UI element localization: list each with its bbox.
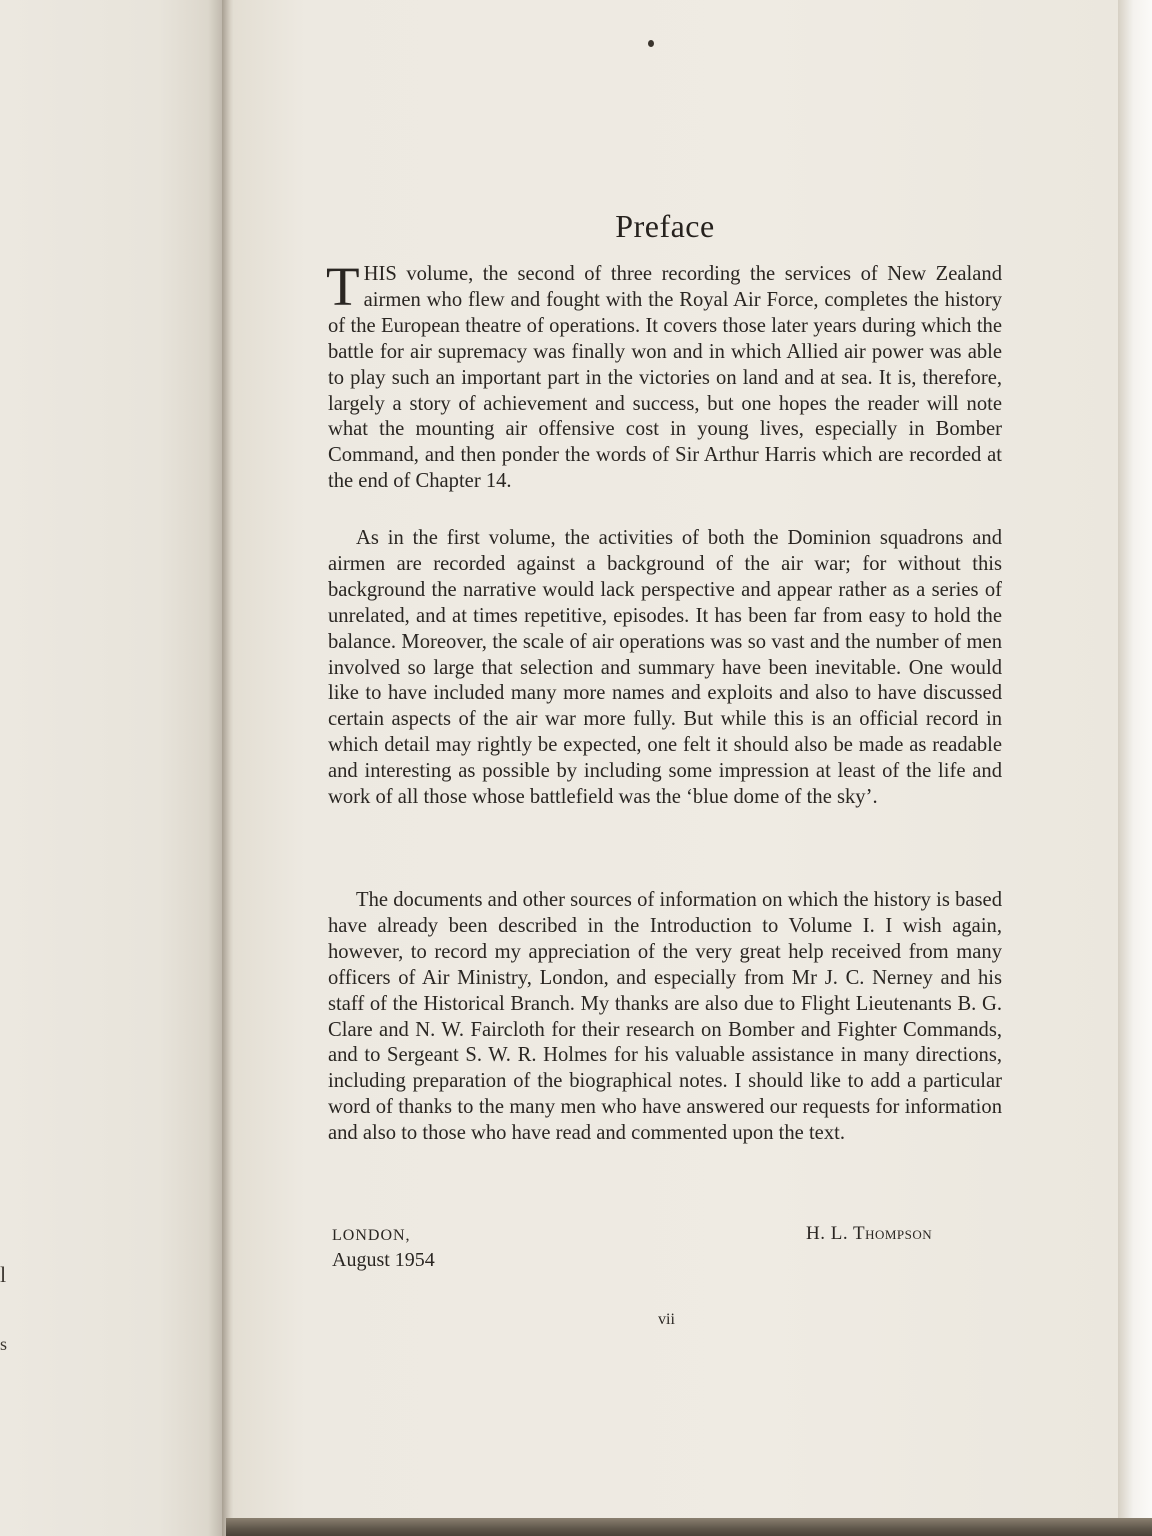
author-name: H. L. Thompson — [806, 1223, 933, 1244]
book-bottom-edge — [226, 1518, 1152, 1536]
drop-cap: T — [326, 256, 360, 317]
margin-letter-1: l — [0, 1262, 7, 1287]
page-number: vii — [658, 1311, 675, 1328]
paragraph-3-text: The documents and other sources of information on which the history is based have already been described in the Introduction to Volume I. I wish again, however, to record my appreciation of the very great help received from many officers of Air Ministry, London, and especially from Mr J. C. Nerney and his staff of the Historical Branch. My thanks are also due to Flight Lieutenants B. G. Clare and N. W. Faircloth for their research on Bomber and Fighter Commands, and to Sergeant S. W. R. Holmes for his valuable assistance in many directions, including preparation of the biographical notes. I should like to add a particular word of thanks to the many men who have answered our requests for information and also to those who have read and commented upon the text. — [328, 889, 1002, 1145]
ink-dot — [648, 40, 654, 47]
paragraph-2-text: As in the first volume, the activities of both the Dominion squadrons and airmen are recorded against a background of the air war; for without this background the narrative would lack perspective and appear rather as a series of unrelated, and at times repetitive, episodes. It has been far from easy to hold the balance. Moreover, the scale of air operations was so vast and the number of men involved so large that selection and summary have been inevitable. One would like to have included many more names and exploits and also to have discussed certain aspects of the air war more fully. But while this is an official record in which detail may rightly be expected, one felt it should also be made as readable and interesting as possible by including some impression at least of the life and work of all those whose battlefield was the ‘blue dome of the sky’. — [328, 527, 1002, 809]
signoff-date: August 1954 — [332, 1249, 435, 1271]
signoff — [332, 1227, 435, 1272]
paragraph-1-text: HIS volume, the second of three recording the services of New Zealand airmen who flew and fought with the Royal Air Force, completes the history of the European theatre of operations. It covers those later years during which the battle for air supremacy was finally won and in which Allied air power was able to play such an important part in the victories on land and at sea. It is, therefore, largely a story of achievement and success, but one hopes the reader will note what the mounting air offensive cost in young lives, especially in Bomber Command, and then ponder the words of Sir Arthur Harris which are recorded at the end of Chapter 14. — [328, 263, 1002, 493]
page-title: Preface — [615, 208, 715, 244]
facing-page — [0, 0, 226, 1536]
paragraph-3 — [328, 888, 1002, 1147]
paragraph-1 — [326, 256, 1002, 495]
page-edge — [1118, 0, 1152, 1536]
paragraph-2 — [328, 526, 1002, 811]
margin-letter-2: s — [0, 1334, 8, 1354]
signoff-place: LONDON, — [332, 1227, 411, 1244]
